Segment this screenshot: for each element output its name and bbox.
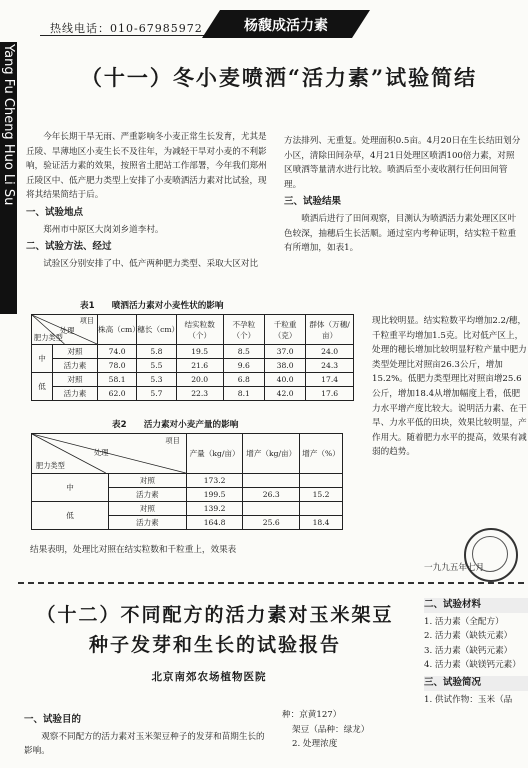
table-cell: 22.3 bbox=[176, 387, 223, 401]
article2-left-column bbox=[24, 713, 269, 759]
article2-middle-column bbox=[282, 708, 422, 752]
table-cell: 173.2 bbox=[186, 474, 243, 488]
row-label: 活力素 bbox=[53, 359, 98, 373]
table1-header: 结实粒数（个） bbox=[176, 315, 223, 345]
table-cell: 24.0 bbox=[306, 345, 354, 359]
table-cell: 20.0 bbox=[176, 373, 223, 387]
article1-result: 喷洒后进行了田间观察，目测认为喷洒活力素处理区区叶色较深，抽穗后生长活顺。通过室内考种证明，结实粒千粒重有所增加，如表1。 bbox=[284, 213, 517, 254]
table-cell: 17.6 bbox=[306, 387, 354, 401]
list-item: 4. 活力素（缺镁钙元素） bbox=[424, 660, 521, 671]
table2 bbox=[31, 433, 343, 530]
table-cell: 18.4 bbox=[300, 516, 343, 530]
table1-header: 株高（cm） bbox=[97, 315, 136, 345]
article2-title: （十二）不同配方的活力素对玉米架豆种子发芽和生长的试验报告 bbox=[36, 604, 394, 656]
row-label: 活力素 bbox=[109, 516, 187, 530]
list-item: 2. 活力素（缺铁元素） bbox=[424, 631, 513, 642]
table-cell: 40.0 bbox=[264, 373, 305, 387]
table-cell: 5.8 bbox=[137, 345, 176, 359]
section-heading-method: 二、试验方法、经过 bbox=[26, 241, 112, 253]
hotline-number: 热线电话：010-67985972 bbox=[50, 22, 203, 35]
row-label: 对照 bbox=[109, 502, 187, 516]
table-cell: 24.3 bbox=[306, 359, 354, 373]
article1-site: 郑州市中原区大岗刘乡道李村。 bbox=[43, 224, 164, 235]
table-cell: 15.2 bbox=[300, 488, 343, 502]
table-cell: 74.0 bbox=[97, 345, 136, 359]
table-row bbox=[32, 474, 343, 488]
table1-header: 群体（万穗/亩） bbox=[306, 315, 354, 345]
corner-type: 肥力类型 bbox=[34, 333, 63, 342]
corner-treat: 处理 bbox=[60, 326, 75, 335]
group-label: 中 bbox=[32, 345, 53, 373]
table-cell bbox=[300, 502, 343, 516]
table1-header: 穗长（cm） bbox=[137, 315, 176, 345]
article1-date: 一九九五年七月 bbox=[424, 563, 485, 573]
table-cell bbox=[243, 474, 300, 488]
table-row bbox=[32, 373, 354, 387]
table-cell: 8.5 bbox=[223, 345, 264, 359]
table-cell: 6.8 bbox=[223, 373, 264, 387]
table2-header: 增产（%） bbox=[300, 434, 343, 474]
list-item: 架豆（品种：绿龙） bbox=[292, 724, 370, 735]
table-cell: 9.6 bbox=[223, 359, 264, 373]
table1-header: 千粒重（克） bbox=[264, 315, 305, 345]
list-item: 3. 活力素（缺钙元素） bbox=[424, 645, 513, 656]
article1-left-column bbox=[26, 130, 274, 271]
table-cell: 21.6 bbox=[176, 359, 223, 373]
table2-corner bbox=[32, 434, 187, 474]
row-label: 对照 bbox=[53, 373, 98, 387]
table-cell: 38.0 bbox=[264, 359, 305, 373]
table1-corner bbox=[32, 315, 98, 345]
section-heading-purpose: 一、试验目的 bbox=[24, 714, 82, 725]
table-cell bbox=[300, 474, 343, 488]
section-heading-result: 三、试验结果 bbox=[284, 196, 342, 208]
article2-right-column bbox=[424, 586, 528, 707]
list-item: 种：京黄127） bbox=[282, 710, 342, 720]
article-divider bbox=[18, 582, 524, 584]
section-banner bbox=[220, 10, 352, 38]
corner-type: 肥力类型 bbox=[36, 461, 65, 470]
sidebar-strip bbox=[0, 42, 17, 314]
group-label: 低 bbox=[32, 373, 53, 401]
article2-purpose: 观察不同配方的活力素对玉米架豆种子的发芽和苗期生长的影响。 bbox=[24, 731, 265, 757]
table-cell: 25.6 bbox=[243, 516, 300, 530]
article1-conclusion: 结果表明，处理比对照在结实粒数和千粒重上，效果表 bbox=[30, 545, 237, 555]
table2-caption: 表2 活力素对小麦产量的影响 bbox=[112, 420, 239, 430]
article1-analysis: 现比较明显。结实粒数平均增加2.2/穗，千粒重平均增加1.5克。比对低产区上，处理的穗长增加比较明显籽粒产量中肥力类型处理比对照亩26.3公斤，增加15.2%。低肥力类型理比对照亩增25.6公斤，增加18.4从增加幅度上看，低肥力水平增产度比较大。说明活力素、在干旱、力水平低的田块，效果比较明显，产作用大。随着肥力水平的提高，效果有减弱的趋势。 bbox=[372, 316, 527, 458]
table-cell: 78.0 bbox=[97, 359, 136, 373]
article1-method: 试验区分别安排了中、低产两种肥力类型、采取大区对比 bbox=[43, 258, 259, 269]
article1-intro: 今年长期干旱无雨、严重影响冬小麦正常生长发育，尤其是丘陵、旱薄地区小麦生长不及往年，为减轻干旱对小麦的不利影响，验证活力素的效果，按照省土肥站工作部署，今年我们郑州丘陵区中、低产肥力类型上安排了小麦喷洒活力素对比试验，现将其结果简结于后。 bbox=[26, 132, 267, 201]
table-cell: 8.1 bbox=[223, 387, 264, 401]
row-label: 对照 bbox=[53, 345, 98, 359]
group-label: 中 bbox=[32, 474, 109, 502]
table-cell: 42.0 bbox=[264, 387, 305, 401]
list-item: 2. 处理浓度 bbox=[292, 739, 338, 750]
table-cell: 5.5 bbox=[137, 359, 176, 373]
table-row bbox=[32, 359, 354, 373]
corner-item: 项目 bbox=[165, 436, 180, 445]
list-item: 1. 供试作物：玉米（品 bbox=[424, 694, 513, 705]
table1 bbox=[31, 314, 354, 401]
article2-institution: 北京南郊农场植物医院 bbox=[151, 671, 267, 683]
article1-method-cont: 方法排列、无重复。处理面积0.5亩。4月20日在生长结田划分小区，清除田间杂草，4月21日处理区喷洒100倍力素，对照区喷洒等量清水进行比较。喷洒后至小麦收割行任何田间管理。 bbox=[284, 136, 521, 190]
article1-title: （十一）冬小麦喷洒“活力素”试验简结 bbox=[80, 65, 478, 90]
table-cell bbox=[243, 502, 300, 516]
table-cell: 19.5 bbox=[176, 345, 223, 359]
corner-item: 项目 bbox=[79, 316, 94, 325]
table-row bbox=[32, 387, 354, 401]
table-cell: 62.0 bbox=[97, 387, 136, 401]
table2-header: 增产（kg/亩） bbox=[243, 434, 300, 474]
table-cell: 164.8 bbox=[186, 516, 243, 530]
table-cell: 199.5 bbox=[186, 488, 243, 502]
row-label: 对照 bbox=[109, 474, 187, 488]
row-label: 活力素 bbox=[109, 488, 187, 502]
section-heading-site: 一、试验地点 bbox=[26, 206, 84, 218]
corner-treat: 处理 bbox=[94, 448, 109, 457]
section-heading-materials: 二、试验材料 bbox=[424, 598, 528, 613]
table-cell: 139.2 bbox=[186, 502, 243, 516]
table-row bbox=[32, 502, 343, 516]
sidebar-text: Yang Fu Cheng Huo Li Su bbox=[1, 44, 16, 206]
list-item: 1. 活力素（全配方） bbox=[424, 616, 504, 627]
table-cell: 58.1 bbox=[97, 373, 136, 387]
table-cell: 5.7 bbox=[137, 387, 176, 401]
article1-analysis-column bbox=[372, 314, 528, 460]
row-label: 活力素 bbox=[53, 387, 98, 401]
table-row bbox=[32, 345, 354, 359]
section-heading-method2: 三、试验简况 bbox=[424, 676, 528, 691]
table2-header: 产量（kg/亩） bbox=[186, 434, 243, 474]
table1-caption: 表1 喷洒活力素对小麦性状的影响 bbox=[80, 301, 224, 311]
table-cell: 5.3 bbox=[137, 373, 176, 387]
table-cell: 26.3 bbox=[243, 488, 300, 502]
article1-right-column bbox=[284, 134, 522, 256]
group-label: 低 bbox=[32, 502, 109, 530]
section-tag: 杨馥成活力素 bbox=[244, 18, 328, 34]
table-cell: 17.4 bbox=[306, 373, 354, 387]
table-cell: 37.0 bbox=[264, 345, 305, 359]
table1-header: 不孕粒（个） bbox=[223, 315, 264, 345]
